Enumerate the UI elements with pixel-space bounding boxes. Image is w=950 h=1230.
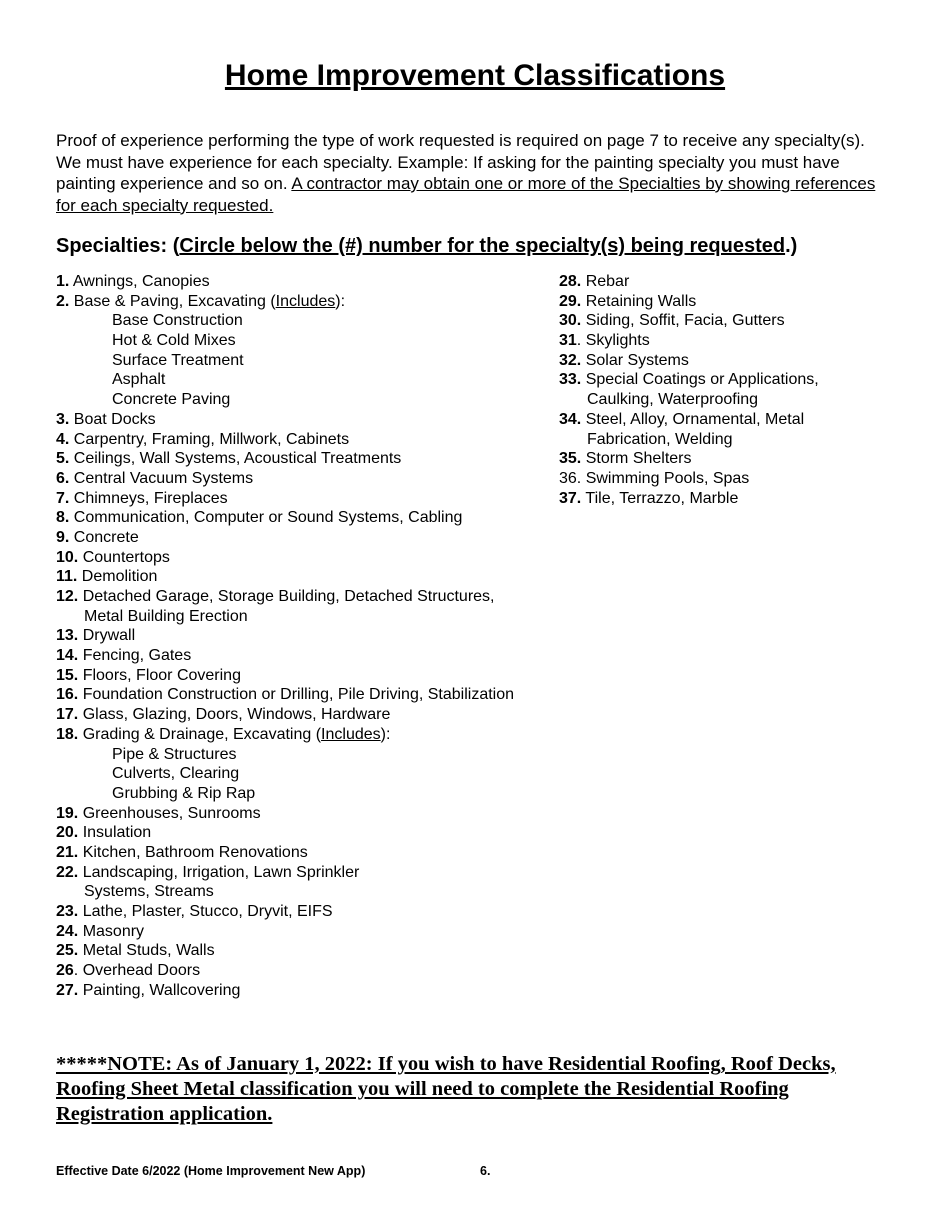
page-title: Home Improvement Classifications xyxy=(224,59,726,92)
specialty-item-5: 5. Ceilings, Wall Systems, Acoustical Treatments xyxy=(56,450,402,468)
intro-text: Proof of experience performing the type of work requested is required on page 7 to receive any specialty(s). We must have experience for each specialty. Example: If asking for the painting specialty you must have painting experience and so on. xyxy=(56,131,865,193)
specialty-item-31: 31. Skylights xyxy=(559,332,650,350)
specialty-item-4: 4. Carpentry, Framing, Millwork, Cabinets xyxy=(56,430,350,448)
specialty-item-6: 6. Central Vacuum Systems xyxy=(56,469,254,487)
specialty-item-2: 2. Base & Paving, Excavating (Includes): xyxy=(56,292,346,310)
specialty-item-15: 15. Floors, Floor Covering xyxy=(56,666,241,684)
specialty-item-18: 18. Grading & Drainage, Excavating (Includes): xyxy=(56,725,391,743)
specialty-item-21: 21. Kitchen, Bathroom Renovations xyxy=(56,843,308,861)
specialty-item-3: 3. Boat Docks xyxy=(56,410,156,428)
intro-underlined-text: A contractor may obtain one or more of the Specialties by showing references for each specialty requested. xyxy=(56,174,876,215)
specialty-item-24: 24. Masonry xyxy=(56,922,145,940)
specialty-subitem: Grubbing & Rip Rap xyxy=(112,784,256,802)
specialty-subitem: Pipe & Structures xyxy=(112,745,237,763)
specialty-subitem: Asphalt xyxy=(112,371,166,389)
specialty-item-20: 20. Insulation xyxy=(56,824,152,842)
specialty-item-16: 16. Foundation Construction or Drilling, Pile Driving, Stabilization xyxy=(56,686,515,704)
intro-paragraph xyxy=(56,130,886,216)
specialty-item-22: 22. Landscaping, Irrigation, Lawn Sprinkler xyxy=(56,863,360,881)
specialties-heading-suffix: .) xyxy=(785,235,798,257)
page-footer xyxy=(56,1164,491,1178)
specialty-item-29: 29. Retaining Walls xyxy=(559,292,697,310)
specialty-item-32: 32. Solar Systems xyxy=(559,351,689,369)
specialty-item-8: 8. Communication, Computer or Sound Systems, Cabling xyxy=(56,509,463,527)
specialty-subitem: Base Construction xyxy=(112,312,243,330)
specialties-heading-instruction: Circle below the (#) number for the specialty(s) being requested xyxy=(179,235,786,257)
specialty-item-19: 19. Greenhouses, Sunrooms xyxy=(56,804,261,822)
specialty-item-7: 7. Chimneys, Fireplaces xyxy=(56,489,228,507)
specialty-item-37: 37. Tile, Terrazzo, Marble xyxy=(559,489,739,507)
specialty-item-30: 30. Siding, Soffit, Facia, Gutters xyxy=(559,312,785,330)
specialty-item-34: 34. Steel, Alloy, Ornamental, Metal xyxy=(559,410,805,428)
specialties-heading xyxy=(56,233,916,259)
specialty-item-11: 11. Demolition xyxy=(56,568,158,586)
specialty-item-continuation: Metal Building Erection xyxy=(84,607,248,625)
specialty-item-27: 27. Painting, Wallcovering xyxy=(56,981,241,999)
specialty-item-17: 17. Glass, Glazing, Doors, Windows, Hardware xyxy=(56,706,391,724)
specialty-item-36: 36. Swimming Pools, Spas xyxy=(559,469,750,487)
specialty-item-13: 13. Drywall xyxy=(56,627,136,645)
specialty-item-10: 10. Countertops xyxy=(56,548,170,566)
specialty-subitem: Hot & Cold Mixes xyxy=(112,332,236,350)
specialty-item-23: 23. Lathe, Plaster, Stucco, Dryvit, EIFS xyxy=(56,903,333,920)
specialty-item-25: 25. Metal Studs, Walls xyxy=(56,942,215,960)
specialty-item-9: 9. Concrete xyxy=(56,528,139,546)
specialty-item-1: 1. Awnings, Canopies xyxy=(56,273,210,290)
specialty-subitem: Surface Treatment xyxy=(112,351,244,369)
specialties-list-right xyxy=(559,272,919,508)
roofing-note: *****NOTE: As of January 1, 2022: If you wish to have Residential Roofing, Roof Decks, Roofing Sheet Metal classification you will need to complete the Residential Roofing Registration application. xyxy=(56,1053,836,1125)
specialty-item-continuation: Caulking, Waterproofing xyxy=(587,391,759,409)
specialties-list-left xyxy=(56,272,556,1000)
specialty-item-continuation: Fabrication, Welding xyxy=(587,430,733,448)
specialty-item-14: 14. Fencing, Gates xyxy=(56,647,192,665)
specialties-heading-prefix: Specialties: ( xyxy=(56,235,180,257)
specialty-item-continuation: Systems, Streams xyxy=(84,883,214,901)
specialty-item-33: 33. Special Coatings or Applications, xyxy=(559,371,819,389)
specialty-item-26: 26. Overhead Doors xyxy=(56,962,201,980)
specialty-subitem: Concrete Paving xyxy=(112,391,231,409)
specialty-item-12: 12. Detached Garage, Storage Building, Detached Structures, xyxy=(56,588,495,605)
page-number: 6. xyxy=(480,1164,491,1178)
effective-date: Effective Date 6/2022 (Home Improvement New App) xyxy=(56,1164,366,1178)
specialty-item-35: 35. Storm Shelters xyxy=(559,450,692,468)
specialty-subitem: Culverts, Clearing xyxy=(112,765,240,783)
specialty-item-28: 28. Rebar xyxy=(559,273,630,290)
